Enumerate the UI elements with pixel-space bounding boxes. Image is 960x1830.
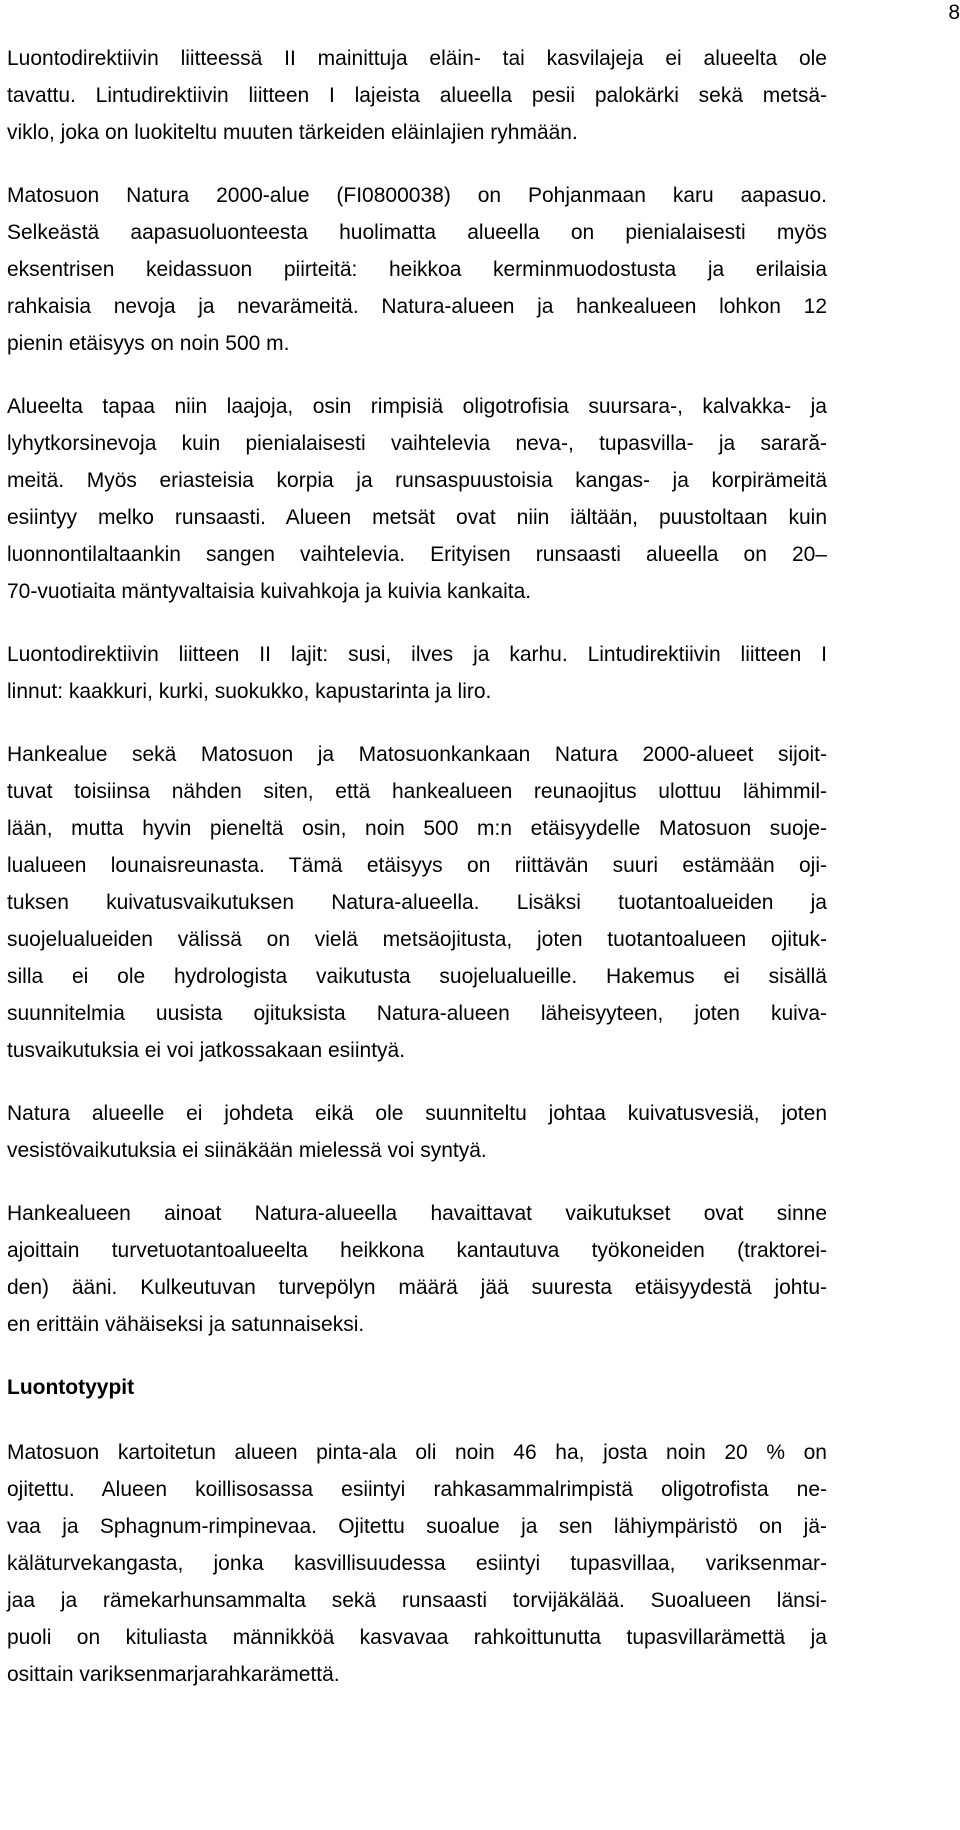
paragraph-project-distance: [7, 736, 827, 1069]
text-line: viklo, joka on luokiteltu muuten tärkeiden eläinlajien ryhmään.: [7, 121, 578, 144]
text-line: tuvat toisiinsa nähden siten, että hankealueen reunaojitus ulottuu lähimmil-: [7, 780, 827, 803]
text-line: Selkeästä aapasuoluonteesta huolimatta alueella on pienialaisesti myös: [7, 221, 827, 244]
text-line: lualueen lounaisreunasta. Tämä etäisyys on riittävän suuri estämään oji-: [7, 854, 827, 877]
text-line: tusvaikutuksia ei voi jatkossakaan esiintyä.: [7, 1039, 406, 1062]
text-line: lään, mutta hyvin pieneltä osin, noin 500 m:n etäisyydelle Matosuon suoje-: [7, 817, 827, 840]
paragraph-habitat-types: [7, 1434, 827, 1693]
text-line: Luontodirektiivin liitteen II lajit: susi, ilves ja karhu. Lintudirektiivin liitteen I: [7, 643, 827, 666]
text-line: lyhytkorsinevoja kuin pienialaisesti vaihtelevia neva-, tupasvilla- ja sarară-: [7, 432, 827, 455]
text-line: den) ääni. Kulkeutuvan turvepölyn määrä jää suuresta etäisyydestä johtu-: [7, 1276, 827, 1299]
text-line: Alueelta tapaa niin laajoja, osin rimpisiä oligotrofisia suursara-, kalvakka- ja: [7, 395, 827, 418]
text-line: Hankealue sekä Matosuon ja Matosuonkankaan Natura 2000-alueet sijoit-: [7, 743, 827, 766]
text-line: linnut: kaakkuri, kurki, suokukko, kapustarinta ja liro.: [7, 680, 492, 703]
text-line: jaa ja rämekarhunsammalta sekä runsaasti torvijäkälää. Suoalueen länsi-: [7, 1589, 827, 1612]
text-line: eksentrisen keidassuon piirteitä: heikkoa kerminmuodostusta ja erilaisia: [7, 258, 827, 281]
text-line: meitä. Myös eriasteisia korpia ja runsaspuustoisia kangas- ja korpirämeitä: [7, 469, 827, 492]
text-line: vaa ja Sphagnum-rimpinevaa. Ojitettu suoalue ja sen lähiympäristö on jä-: [7, 1515, 827, 1538]
paragraph-habitats: [7, 388, 827, 610]
text-line: suunnitelmia uusista ojituksista Natura-alueen läheisyyteen, joten kuiva-: [7, 1002, 827, 1025]
text-line: Matosuon kartoitetun alueen pinta-ala oli noin 46 ha, josta noin 20 % on: [7, 1441, 827, 1464]
text-line: käläturvekangasta, jonka kasvillisuudessa esiintyi tupasvillaa, variksenmar-: [7, 1552, 827, 1575]
text-line: puoli on kituliasta männikköä kasvavaa rahkoittunutta tupasvillarämettä ja: [7, 1626, 827, 1649]
text-line: en erittäin vähäiseksi ja satunnaiseksi.: [7, 1313, 365, 1336]
text-line: silla ei ole hydrologista vaikutusta suojelualueille. Hakemus ei sisällä: [7, 965, 827, 988]
text-line: vesistövaikutuksia ei siinäkään mielessä voi syntyä.: [7, 1139, 487, 1162]
text-line: rahkaisia nevoja ja nevarämeitä. Natura-alueen ja hankealueen lohkon 12: [7, 295, 827, 318]
text-line: luonnontilaltaankin sangen vaihtelevia. Erityisen runsaasti alueella on 20–: [7, 543, 827, 566]
text-line: tuksen kuivatusvaikutuksen Natura-alueella. Lisäksi tuotantoalueiden ja: [7, 891, 827, 914]
text-line: Luontodirektiivin liitteessä II mainittuja eläin- tai kasvilajeja ei alueelta ole: [7, 47, 827, 70]
paragraph-noise-dust: [7, 1195, 827, 1343]
page-number: 8: [948, 1, 960, 24]
text-line: ojitettu. Alueen koillisosassa esiintyi rahkasammalrimpistä oligotrofista ne-: [7, 1478, 827, 1501]
text-line: 70-vuotiaita mäntyvaltaisia kuivahkoja ja kuivia kankaita.: [7, 580, 532, 603]
text-line: Hankealueen ainoat Natura-alueella havaittavat vaikutukset ovat sinne: [7, 1202, 827, 1225]
text-line: suojelualueiden välissä on vielä metsäojitusta, joten tuotantoalueen ojituk-: [7, 928, 827, 951]
text-line: ajoittain turvetuotantoalueelta heikkona kantautuva työkoneiden (traktorei-: [7, 1239, 827, 1262]
text-line: Natura alueelle ei johdeta eikä ole suunniteltu johtaa kuivatusvesiä, joten: [7, 1102, 827, 1125]
paragraph-matosuo-natura: [7, 177, 827, 362]
text-line: tavattu. Lintudirektiivin liitteen I lajeista alueella pesii palokärki sekä metsä-: [7, 84, 827, 107]
section-heading: Luontotyypit: [7, 1376, 135, 1399]
paragraph-species-directive: [7, 40, 827, 151]
paragraph-drainage-waters: [7, 1095, 827, 1169]
text-line: Matosuon Natura 2000-alue (FI0800038) on Pohjanmaan karu aapasuo.: [7, 184, 827, 207]
text-line: esiintyy melko runsaasti. Alueen metsät ovat niin iältään, puustoltaan kuin: [7, 506, 827, 529]
document-body: [7, 40, 827, 1719]
text-line: pienin etäisyys on noin 500 m.: [7, 332, 290, 355]
paragraph-annex-species: [7, 636, 827, 710]
text-line: osittain variksenmarjarahkarämettä.: [7, 1663, 340, 1686]
